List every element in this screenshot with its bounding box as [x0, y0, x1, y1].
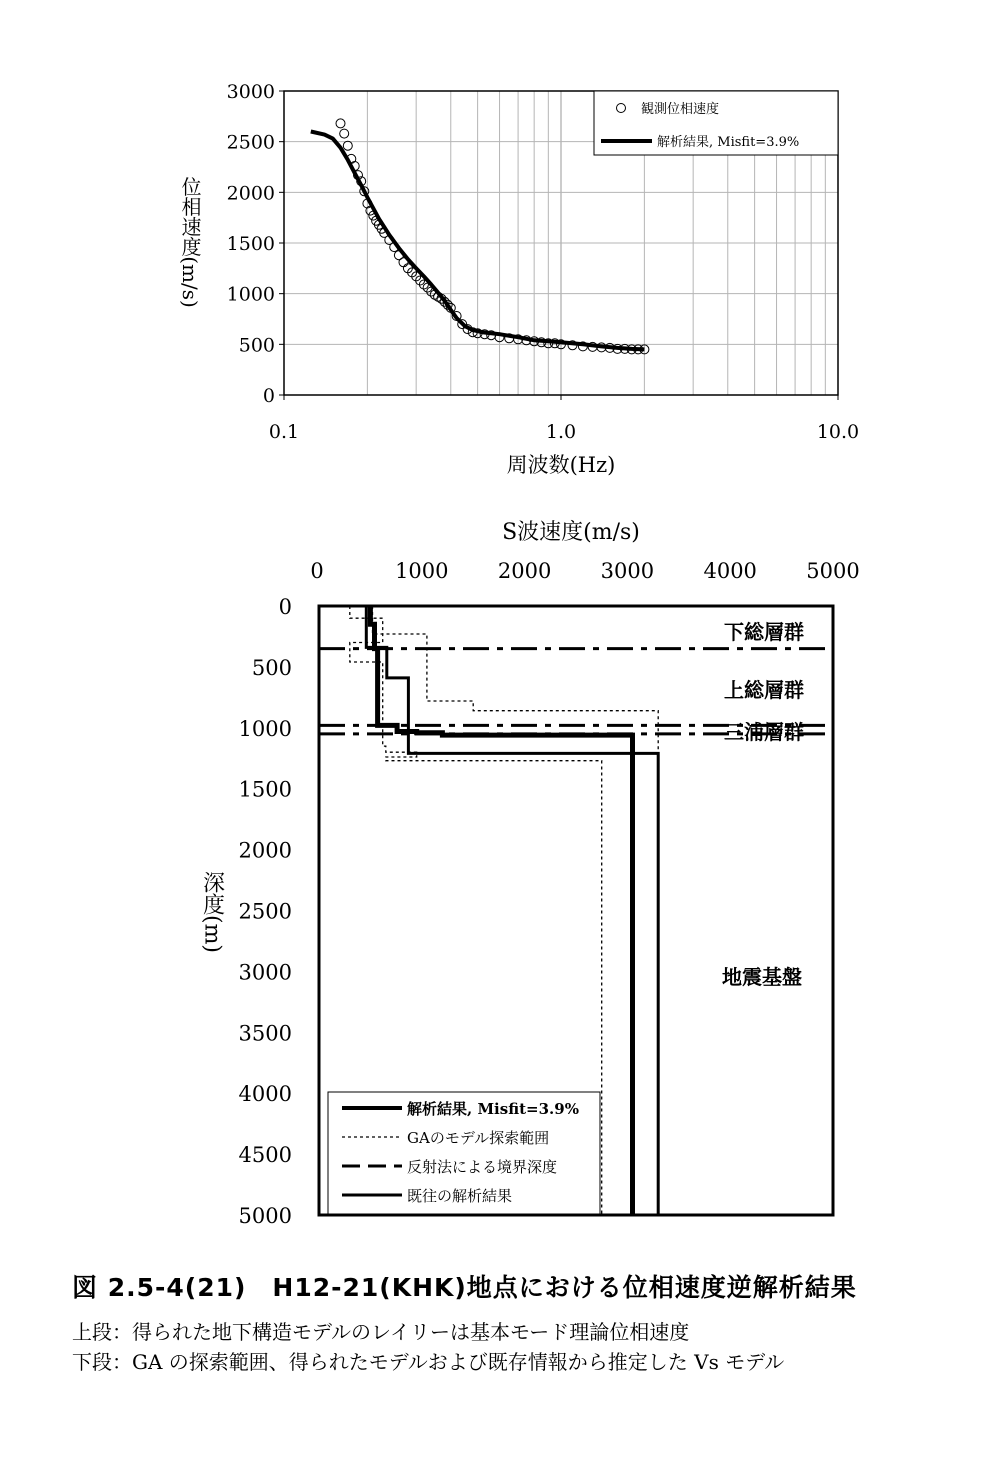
top-y-tick-label: 0	[262, 385, 275, 407]
figure-caption-line1: 上段：得られた地下構造モデルのレイリーは基本モード理論位相速度	[72, 1320, 690, 1344]
legend-result-label: 解析結果, Misfit=3.9%	[407, 1100, 579, 1118]
top-y-tick-label: 3000	[226, 81, 275, 103]
top-x-tick-label: 0.1	[268, 421, 300, 443]
bottom-x-tick-label: 0	[310, 559, 324, 583]
top-y-tick-label: 2000	[226, 182, 275, 205]
layer-label-basement: 地震基盤	[722, 965, 802, 989]
bottom-y-tick-label: 3000	[238, 960, 292, 985]
top-y-axis-label: 位相速度(m/s)	[178, 176, 202, 308]
top-x-tick-label: 10.0	[816, 421, 860, 443]
bottom-x-tick-label: 2000	[497, 559, 552, 583]
layer-label-shimousa: 下総層群	[724, 620, 804, 644]
legend-boundary-label: 反射法による境界深度	[407, 1158, 558, 1176]
bottom-legend	[328, 1092, 600, 1214]
bottom-x-ticks	[310, 559, 859, 583]
layer-label-kazusa: 上総層群	[724, 678, 804, 702]
legend-previous-label: 既往の解析結果	[407, 1187, 513, 1205]
bottom-y-tick-label: 3500	[238, 1021, 292, 1046]
bottom-y-tick-label: 0	[278, 595, 292, 619]
bottom-y-tick-label: 2000	[238, 838, 292, 863]
bottom-y-tick-label: 2500	[238, 899, 292, 924]
bottom-title: S波速度(m/s)	[502, 520, 640, 545]
top-y-tick-label: 500	[238, 334, 275, 357]
top-y-tick-label: 2500	[226, 131, 275, 154]
top-y-tick-label: 1000	[226, 283, 275, 306]
bottom-x-tick-label: 4000	[703, 559, 757, 583]
bottom-y-tick-label: 4000	[238, 1082, 292, 1107]
bottom-y-ticks	[239, 595, 292, 1228]
legend-ga-label: GAのモデル探索範囲	[407, 1129, 550, 1147]
bottom-y-tick-label: 1000	[238, 716, 292, 741]
layer-label-miura: 三浦層群	[724, 720, 804, 744]
top-y-tick-label: 1500	[226, 233, 275, 255]
bottom-y-tick-label: 5000	[238, 1204, 292, 1228]
bottom-y-tick-label: 4500	[238, 1143, 292, 1168]
bottom-x-tick-label: 3000	[600, 559, 655, 583]
bottom-x-tick-label: 5000	[806, 559, 860, 583]
bottom-y-axis-label: 深度(m)	[199, 870, 225, 954]
top-x-tick-label: 1.0	[545, 421, 577, 443]
bottom-y-tick-label: 500	[251, 655, 292, 680]
top-x-axis-label: 周波数(Hz)	[506, 453, 616, 477]
bottom-y-tick-label: 1500	[238, 777, 292, 802]
legend-observed-label: 観測位相速度	[641, 102, 720, 117]
figure-caption-title: 図 2.5-4(21) H12-21(KHK)地点における位相速度逆解析結果	[72, 1273, 857, 1302]
legend-fit-label: 解析結果, Misfit=3.9%	[657, 135, 800, 150]
bottom-x-tick-label: 1000	[395, 559, 449, 583]
figure-caption-line2: 下段：GA の探索範囲、得られたモデルおよび既存情報から推定した Vs モデル	[72, 1350, 785, 1374]
